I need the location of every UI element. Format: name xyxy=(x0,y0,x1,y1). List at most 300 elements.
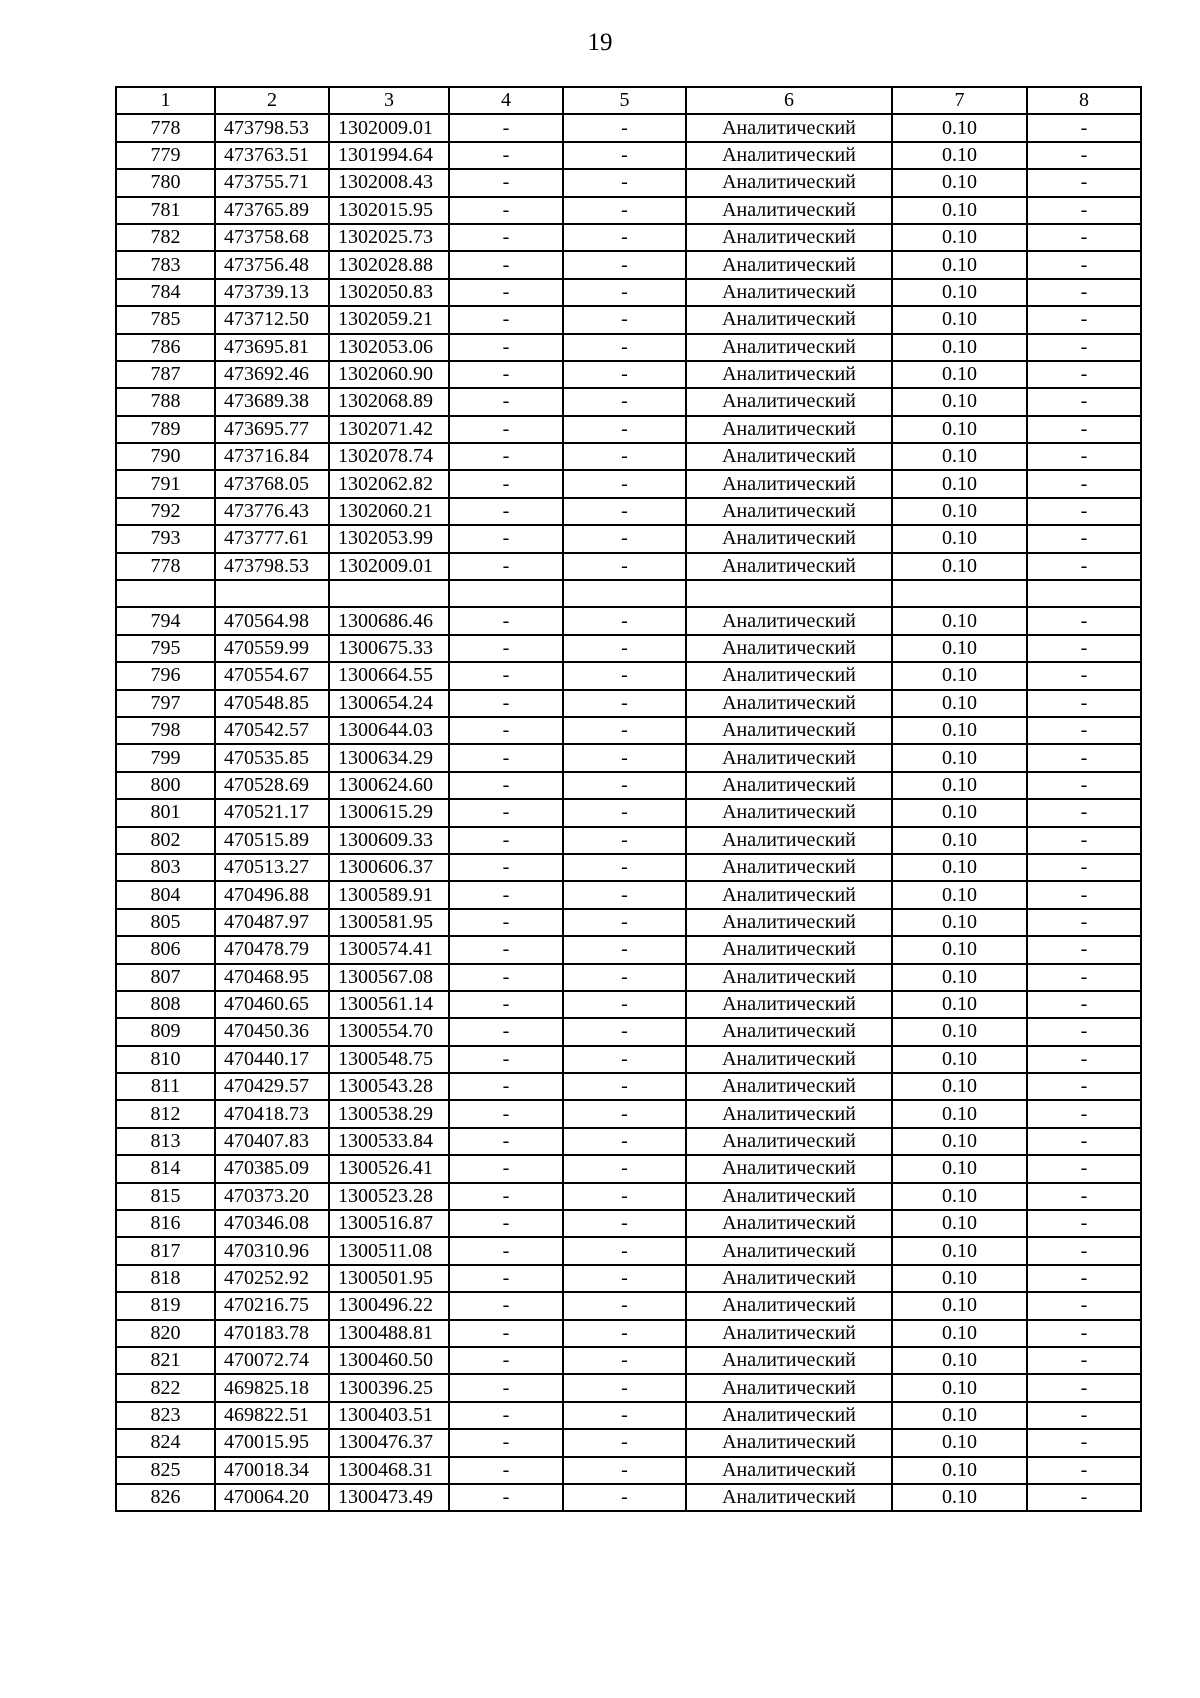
table-cell-col-2: 470513.27 xyxy=(215,854,329,881)
table-cell-col-8: - xyxy=(1027,197,1141,224)
table-cell-col-4: - xyxy=(449,553,563,580)
table-row xyxy=(116,553,1141,580)
table-cell-col-1: 782 xyxy=(116,224,215,251)
table-cell-col-2: 473716.84 xyxy=(215,443,329,470)
table-cell-col-6: Аналитический xyxy=(686,1265,892,1292)
table-cell-col-7: 0.10 xyxy=(892,1100,1027,1127)
table-row xyxy=(116,169,1141,196)
table-row xyxy=(116,498,1141,525)
table-cell-col-1: 798 xyxy=(116,717,215,744)
table-cell-col-3: 1300634.29 xyxy=(329,744,449,771)
table-cell-col-7: 0.10 xyxy=(892,114,1027,141)
table-cell-col-7: 0.10 xyxy=(892,169,1027,196)
table-cell-col-4: - xyxy=(449,1073,563,1100)
table-cell-col-7: 0.10 xyxy=(892,881,1027,908)
table-cell-col-7: 0.10 xyxy=(892,1320,1027,1347)
table-cell-col-1: 787 xyxy=(116,361,215,388)
table-row xyxy=(116,881,1141,908)
table-cell-col-1: 789 xyxy=(116,416,215,443)
table-cell-col-2: 470429.57 xyxy=(215,1073,329,1100)
table-row xyxy=(116,1237,1141,1264)
table-cell-col-1: 818 xyxy=(116,1265,215,1292)
table-cell-col-3: 1300567.08 xyxy=(329,964,449,991)
table-cell-col-7: 0.10 xyxy=(892,553,1027,580)
table-cell-col-8: - xyxy=(1027,553,1141,580)
table-cell-col-6: Аналитический xyxy=(686,1320,892,1347)
table-cell-col-7: 0.10 xyxy=(892,799,1027,826)
table-cell-col-3: 1302053.99 xyxy=(329,525,449,552)
table-cell-col-6: Аналитический xyxy=(686,525,892,552)
table-cell-col-1: 823 xyxy=(116,1402,215,1429)
table-cell-col-3: 1300460.50 xyxy=(329,1347,449,1374)
table-cell-col-2: 470559.99 xyxy=(215,635,329,662)
table-cell-col-5: - xyxy=(563,1347,686,1374)
table-cell-col-1: 785 xyxy=(116,306,215,333)
table-row xyxy=(116,1265,1141,1292)
table-cell-col-7: 0.10 xyxy=(892,854,1027,881)
table-cell-col-2: 470450.36 xyxy=(215,1018,329,1045)
column-header-8: 8 xyxy=(1027,87,1141,114)
table-cell-col-4: - xyxy=(449,799,563,826)
table-cell-col-5: - xyxy=(563,197,686,224)
table-cell-col-8: - xyxy=(1027,443,1141,470)
table-cell-col-6: Аналитический xyxy=(686,279,892,306)
table-cell-col-2 xyxy=(215,580,329,607)
table-cell-col-2: 470373.20 xyxy=(215,1183,329,1210)
table-cell-col-6: Аналитический xyxy=(686,1402,892,1429)
table-cell-col-1: 786 xyxy=(116,334,215,361)
table-cell-col-1: 817 xyxy=(116,1237,215,1264)
table-cell-col-7: 0.10 xyxy=(892,1347,1027,1374)
table-cell-col-8: - xyxy=(1027,991,1141,1018)
table-cell-col-4: - xyxy=(449,1265,563,1292)
table-cell-col-6: Аналитический xyxy=(686,744,892,771)
table-cell-col-6: Аналитический xyxy=(686,635,892,662)
table-cell-col-6: Аналитический xyxy=(686,1073,892,1100)
table-cell-col-3: 1300488.81 xyxy=(329,1320,449,1347)
table-cell-col-2: 473739.13 xyxy=(215,279,329,306)
table-cell-col-8: - xyxy=(1027,607,1141,634)
table-cell-col-4: - xyxy=(449,772,563,799)
table-cell-col-5: - xyxy=(563,114,686,141)
table-cell-col-5: - xyxy=(563,964,686,991)
table-cell-col-4: - xyxy=(449,1155,563,1182)
table-cell-col-7: 0.10 xyxy=(892,470,1027,497)
table-cell-col-4: - xyxy=(449,443,563,470)
table-cell-col-8: - xyxy=(1027,662,1141,689)
table-cell-col-5: - xyxy=(563,881,686,908)
table-cell-col-2: 470183.78 xyxy=(215,1320,329,1347)
table-cell-col-4: - xyxy=(449,197,563,224)
table-cell-col-6: Аналитический xyxy=(686,1210,892,1237)
table-cell-col-3: 1300511.08 xyxy=(329,1237,449,1264)
table-cell-col-5: - xyxy=(563,1018,686,1045)
table-cell-col-4: - xyxy=(449,525,563,552)
table-cell-col-6: Аналитический xyxy=(686,827,892,854)
table-cell-col-8: - xyxy=(1027,1237,1141,1264)
table-cell-col-3: 1302025.73 xyxy=(329,224,449,251)
table-cell-col-1: 781 xyxy=(116,197,215,224)
column-header-1: 1 xyxy=(116,87,215,114)
table-cell-col-7: 0.10 xyxy=(892,744,1027,771)
table-cell-col-2: 470496.88 xyxy=(215,881,329,908)
table-cell-col-6: Аналитический xyxy=(686,1237,892,1264)
table-cell-col-1: 815 xyxy=(116,1183,215,1210)
table-cell-col-8: - xyxy=(1027,1073,1141,1100)
table-cell-col-6: Аналитический xyxy=(686,443,892,470)
table-cell-col-1: 807 xyxy=(116,964,215,991)
table-cell-col-5: - xyxy=(563,553,686,580)
table-cell-col-1: 778 xyxy=(116,114,215,141)
table-cell-col-8 xyxy=(1027,580,1141,607)
table-cell-col-4: - xyxy=(449,361,563,388)
table-row xyxy=(116,854,1141,881)
table-cell-col-5: - xyxy=(563,1128,686,1155)
table-cell-col-7: 0.10 xyxy=(892,717,1027,744)
table-cell-col-5: - xyxy=(563,991,686,1018)
table-cell-col-5: - xyxy=(563,1073,686,1100)
table-cell-col-2: 470548.85 xyxy=(215,690,329,717)
table-cell-col-8: - xyxy=(1027,416,1141,443)
table-cell-col-7: 0.10 xyxy=(892,1046,1027,1073)
table-cell-col-5: - xyxy=(563,1155,686,1182)
table-cell-col-4: - xyxy=(449,1292,563,1319)
table-cell-col-1: 816 xyxy=(116,1210,215,1237)
table-cell-col-3: 1302015.95 xyxy=(329,197,449,224)
table-cell-col-6: Аналитический xyxy=(686,607,892,634)
table-cell-col-5: - xyxy=(563,361,686,388)
table-cell-col-8: - xyxy=(1027,909,1141,936)
table-cell-col-8: - xyxy=(1027,279,1141,306)
table-cell-col-8: - xyxy=(1027,744,1141,771)
table-cell-col-7: 0.10 xyxy=(892,1155,1027,1182)
table-row xyxy=(116,1128,1141,1155)
table-row xyxy=(116,361,1141,388)
table-cell-col-1: 788 xyxy=(116,388,215,415)
table-cell-col-7: 0.10 xyxy=(892,1265,1027,1292)
table-cell-col-6: Аналитический xyxy=(686,991,892,1018)
table-cell-col-8: - xyxy=(1027,1457,1141,1484)
table-cell-col-2: 470478.79 xyxy=(215,936,329,963)
table-cell-col-8: - xyxy=(1027,635,1141,662)
table-cell-col-1: 826 xyxy=(116,1484,215,1511)
table-cell-col-4: - xyxy=(449,1402,563,1429)
table-cell-col-6: Аналитический xyxy=(686,1018,892,1045)
table-cell-col-7: 0.10 xyxy=(892,1457,1027,1484)
table-row xyxy=(116,909,1141,936)
table-cell-col-3: 1300606.37 xyxy=(329,854,449,881)
table-cell-col-8: - xyxy=(1027,1402,1141,1429)
table-cell-col-5: - xyxy=(563,1292,686,1319)
table-cell-col-4: - xyxy=(449,909,563,936)
table-cell-col-6: Аналитический xyxy=(686,690,892,717)
table-cell-col-2: 470542.57 xyxy=(215,717,329,744)
table-cell-col-1: 809 xyxy=(116,1018,215,1045)
table-cell-col-5: - xyxy=(563,827,686,854)
table-cell-col-4 xyxy=(449,580,563,607)
table-cell-col-5: - xyxy=(563,224,686,251)
table-row xyxy=(116,580,1141,607)
table-cell-col-6: Аналитический xyxy=(686,1374,892,1401)
table-row xyxy=(116,1347,1141,1374)
table-cell-col-8: - xyxy=(1027,690,1141,717)
table-cell-col-4: - xyxy=(449,1457,563,1484)
table-cell-col-8: - xyxy=(1027,1320,1141,1347)
table-cell-col-7: 0.10 xyxy=(892,772,1027,799)
table-cell-col-4: - xyxy=(449,1484,563,1511)
table-cell-col-6: Аналитический xyxy=(686,909,892,936)
table-cell-col-4: - xyxy=(449,1429,563,1456)
table-cell-col-7: 0.10 xyxy=(892,1374,1027,1401)
table-cell-col-5: - xyxy=(563,1046,686,1073)
table-cell-col-3: 1300624.60 xyxy=(329,772,449,799)
column-header-3: 3 xyxy=(329,87,449,114)
table-cell-col-1: 819 xyxy=(116,1292,215,1319)
table-cell-col-6: Аналитический xyxy=(686,1100,892,1127)
table-cell-col-4: - xyxy=(449,635,563,662)
table-cell-col-1: 796 xyxy=(116,662,215,689)
table-cell-col-4: - xyxy=(449,1320,563,1347)
table-cell-col-5: - xyxy=(563,1183,686,1210)
table-cell-col-8: - xyxy=(1027,1484,1141,1511)
table-cell-col-3 xyxy=(329,580,449,607)
table-cell-col-2: 470064.20 xyxy=(215,1484,329,1511)
table-cell-col-1: 784 xyxy=(116,279,215,306)
table-row xyxy=(116,690,1141,717)
column-header-7: 7 xyxy=(892,87,1027,114)
table-cell-col-7: 0.10 xyxy=(892,416,1027,443)
table-cell-col-3: 1302028.88 xyxy=(329,251,449,278)
table-cell-col-7: 0.10 xyxy=(892,662,1027,689)
table-cell-col-7: 0.10 xyxy=(892,334,1027,361)
table-row xyxy=(116,1402,1141,1429)
table-cell-col-1: 793 xyxy=(116,525,215,552)
table-cell-col-5: - xyxy=(563,1100,686,1127)
table-cell-col-3: 1300396.25 xyxy=(329,1374,449,1401)
table-cell-col-3: 1300476.37 xyxy=(329,1429,449,1456)
table-cell-col-2: 473765.89 xyxy=(215,197,329,224)
table-cell-col-6: Аналитический xyxy=(686,772,892,799)
table-row xyxy=(116,991,1141,1018)
table-cell-col-2: 470460.65 xyxy=(215,991,329,1018)
table-cell-col-5: - xyxy=(563,690,686,717)
table-cell-col-3: 1300554.70 xyxy=(329,1018,449,1045)
table-cell-col-8: - xyxy=(1027,251,1141,278)
table-cell-col-1: 779 xyxy=(116,142,215,169)
table-cell-col-4: - xyxy=(449,854,563,881)
table-cell-col-1: 814 xyxy=(116,1155,215,1182)
table-cell-col-4: - xyxy=(449,717,563,744)
table-row xyxy=(116,1374,1141,1401)
column-header-6: 6 xyxy=(686,87,892,114)
table-cell-col-2: 470528.69 xyxy=(215,772,329,799)
table-cell-col-5: - xyxy=(563,744,686,771)
table-cell-col-5: - xyxy=(563,909,686,936)
table-cell-col-6: Аналитический xyxy=(686,1484,892,1511)
table-cell-col-4: - xyxy=(449,744,563,771)
table-cell-col-8: - xyxy=(1027,1265,1141,1292)
table-cell-col-6: Аналитический xyxy=(686,936,892,963)
column-header-5: 5 xyxy=(563,87,686,114)
table-cell-col-7: 0.10 xyxy=(892,498,1027,525)
table-cell-col-3: 1302009.01 xyxy=(329,553,449,580)
table-row xyxy=(116,279,1141,306)
table-cell-col-8: - xyxy=(1027,498,1141,525)
table-cell-col-7: 0.10 xyxy=(892,1073,1027,1100)
table-cell-col-2: 473798.53 xyxy=(215,114,329,141)
table-cell-col-8: - xyxy=(1027,1210,1141,1237)
table-cell-col-7: 0.10 xyxy=(892,1484,1027,1511)
table-cell-col-1: 804 xyxy=(116,881,215,908)
table-cell-col-2: 470554.67 xyxy=(215,662,329,689)
table-cell-col-6: Аналитический xyxy=(686,1128,892,1155)
table-cell-col-8: - xyxy=(1027,854,1141,881)
table-cell-col-8: - xyxy=(1027,1046,1141,1073)
table-cell-col-6: Аналитический xyxy=(686,169,892,196)
table-cell-col-1: 812 xyxy=(116,1100,215,1127)
table-cell-col-2: 473768.05 xyxy=(215,470,329,497)
table-cell-col-5: - xyxy=(563,662,686,689)
table-cell-col-1: 794 xyxy=(116,607,215,634)
table-cell-col-4: - xyxy=(449,279,563,306)
table-cell-col-2: 470310.96 xyxy=(215,1237,329,1264)
table-cell-col-2: 470015.95 xyxy=(215,1429,329,1456)
table-cell-col-6: Аналитический xyxy=(686,251,892,278)
table-row xyxy=(116,224,1141,251)
table-cell-col-4: - xyxy=(449,1210,563,1237)
table-cell-col-5: - xyxy=(563,306,686,333)
table-row xyxy=(116,1429,1141,1456)
table-cell-col-4: - xyxy=(449,1374,563,1401)
table-cell-col-5: - xyxy=(563,142,686,169)
coordinates-table xyxy=(115,86,1142,1512)
table-cell-col-4: - xyxy=(449,251,563,278)
table-cell-col-7: 0.10 xyxy=(892,690,1027,717)
table-cell-col-3: 1300468.31 xyxy=(329,1457,449,1484)
table-cell-col-5: - xyxy=(563,717,686,744)
table-cell-col-8: - xyxy=(1027,1018,1141,1045)
table-header-row xyxy=(116,87,1141,114)
table-cell-col-7: 0.10 xyxy=(892,991,1027,1018)
table-cell-col-6: Аналитический xyxy=(686,964,892,991)
table-cell-col-7: 0.10 xyxy=(892,279,1027,306)
table-cell-col-7: 0.10 xyxy=(892,1402,1027,1429)
table-cell-col-3: 1300473.49 xyxy=(329,1484,449,1511)
table-cell-col-8: - xyxy=(1027,142,1141,169)
table-cell-col-2: 470440.17 xyxy=(215,1046,329,1073)
table-cell-col-7: 0.10 xyxy=(892,361,1027,388)
table-cell-col-3: 1300403.51 xyxy=(329,1402,449,1429)
table-cell-col-8: - xyxy=(1027,1183,1141,1210)
table-cell-col-2: 470564.98 xyxy=(215,607,329,634)
table-cell-col-8: - xyxy=(1027,1429,1141,1456)
table-cell-col-2: 470418.73 xyxy=(215,1100,329,1127)
table-cell-col-3: 1302071.42 xyxy=(329,416,449,443)
table-cell-col-3: 1300644.03 xyxy=(329,717,449,744)
table-cell-col-1: 805 xyxy=(116,909,215,936)
table-cell-col-6: Аналитический xyxy=(686,553,892,580)
table-cell-col-8: - xyxy=(1027,1128,1141,1155)
table-cell-col-4: - xyxy=(449,114,563,141)
table-row xyxy=(116,142,1141,169)
table-row xyxy=(116,1073,1141,1100)
table-cell-col-7: 0.10 xyxy=(892,1429,1027,1456)
table-cell-col-4: - xyxy=(449,1347,563,1374)
table-cell-col-1: 820 xyxy=(116,1320,215,1347)
table-cell-col-4: - xyxy=(449,224,563,251)
table-cell-col-3: 1300574.41 xyxy=(329,936,449,963)
table-row xyxy=(116,635,1141,662)
table-cell-col-4: - xyxy=(449,142,563,169)
table-cell-col-4: - xyxy=(449,1128,563,1155)
table-row xyxy=(116,1292,1141,1319)
table-cell-col-6: Аналитический xyxy=(686,799,892,826)
table-cell-col-5: - xyxy=(563,1374,686,1401)
table-cell-col-4: - xyxy=(449,1183,563,1210)
table-cell-col-5: - xyxy=(563,772,686,799)
table-cell-col-5: - xyxy=(563,635,686,662)
table-cell-col-8: - xyxy=(1027,1292,1141,1319)
table-cell-col-2: 470407.83 xyxy=(215,1128,329,1155)
table-cell-col-6: Аналитический xyxy=(686,114,892,141)
table-cell-col-6: Аналитический xyxy=(686,361,892,388)
table-cell-col-3: 1300675.33 xyxy=(329,635,449,662)
table-row xyxy=(116,388,1141,415)
table-cell-col-3: 1302060.21 xyxy=(329,498,449,525)
table-cell-col-6: Аналитический xyxy=(686,498,892,525)
table-cell-col-7: 0.10 xyxy=(892,388,1027,415)
table-row xyxy=(116,799,1141,826)
table-cell-col-7: 0.10 xyxy=(892,142,1027,169)
table-cell-col-5: - xyxy=(563,279,686,306)
table-cell-col-3: 1302059.21 xyxy=(329,306,449,333)
table-cell-col-5: - xyxy=(563,936,686,963)
table-cell-col-1: 813 xyxy=(116,1128,215,1155)
table-cell-col-6: Аналитический xyxy=(686,1292,892,1319)
table-cell-col-3: 1302062.82 xyxy=(329,470,449,497)
table-cell-col-1: 792 xyxy=(116,498,215,525)
table-cell-col-6: Аналитический xyxy=(686,470,892,497)
table-cell-col-3: 1300561.14 xyxy=(329,991,449,1018)
table-cell-col-7: 0.10 xyxy=(892,964,1027,991)
table-row xyxy=(116,964,1141,991)
table-row xyxy=(116,470,1141,497)
table-cell-col-6: Аналитический xyxy=(686,1183,892,1210)
table-cell-col-7: 0.10 xyxy=(892,224,1027,251)
table-cell-col-1: 778 xyxy=(116,553,215,580)
table-cell-col-4: - xyxy=(449,991,563,1018)
table-row xyxy=(116,1210,1141,1237)
table-cell-col-3: 1300686.46 xyxy=(329,607,449,634)
table-cell-col-1: 803 xyxy=(116,854,215,881)
table-cell-col-4: - xyxy=(449,1237,563,1264)
table-cell-col-5: - xyxy=(563,1429,686,1456)
table-cell-col-2: 469822.51 xyxy=(215,1402,329,1429)
table-cell-col-2: 470252.92 xyxy=(215,1265,329,1292)
table-cell-col-6: Аналитический xyxy=(686,306,892,333)
table-cell-col-8: - xyxy=(1027,388,1141,415)
table-cell-col-1: 824 xyxy=(116,1429,215,1456)
table-cell-col-5: - xyxy=(563,1210,686,1237)
table-cell-col-7: 0.10 xyxy=(892,1183,1027,1210)
table-cell-col-5: - xyxy=(563,607,686,634)
table-cell-col-3: 1300664.55 xyxy=(329,662,449,689)
table-row xyxy=(116,1155,1141,1182)
table-cell-col-8: - xyxy=(1027,114,1141,141)
column-header-2: 2 xyxy=(215,87,329,114)
table-cell-col-4: - xyxy=(449,306,563,333)
table-row xyxy=(116,197,1141,224)
